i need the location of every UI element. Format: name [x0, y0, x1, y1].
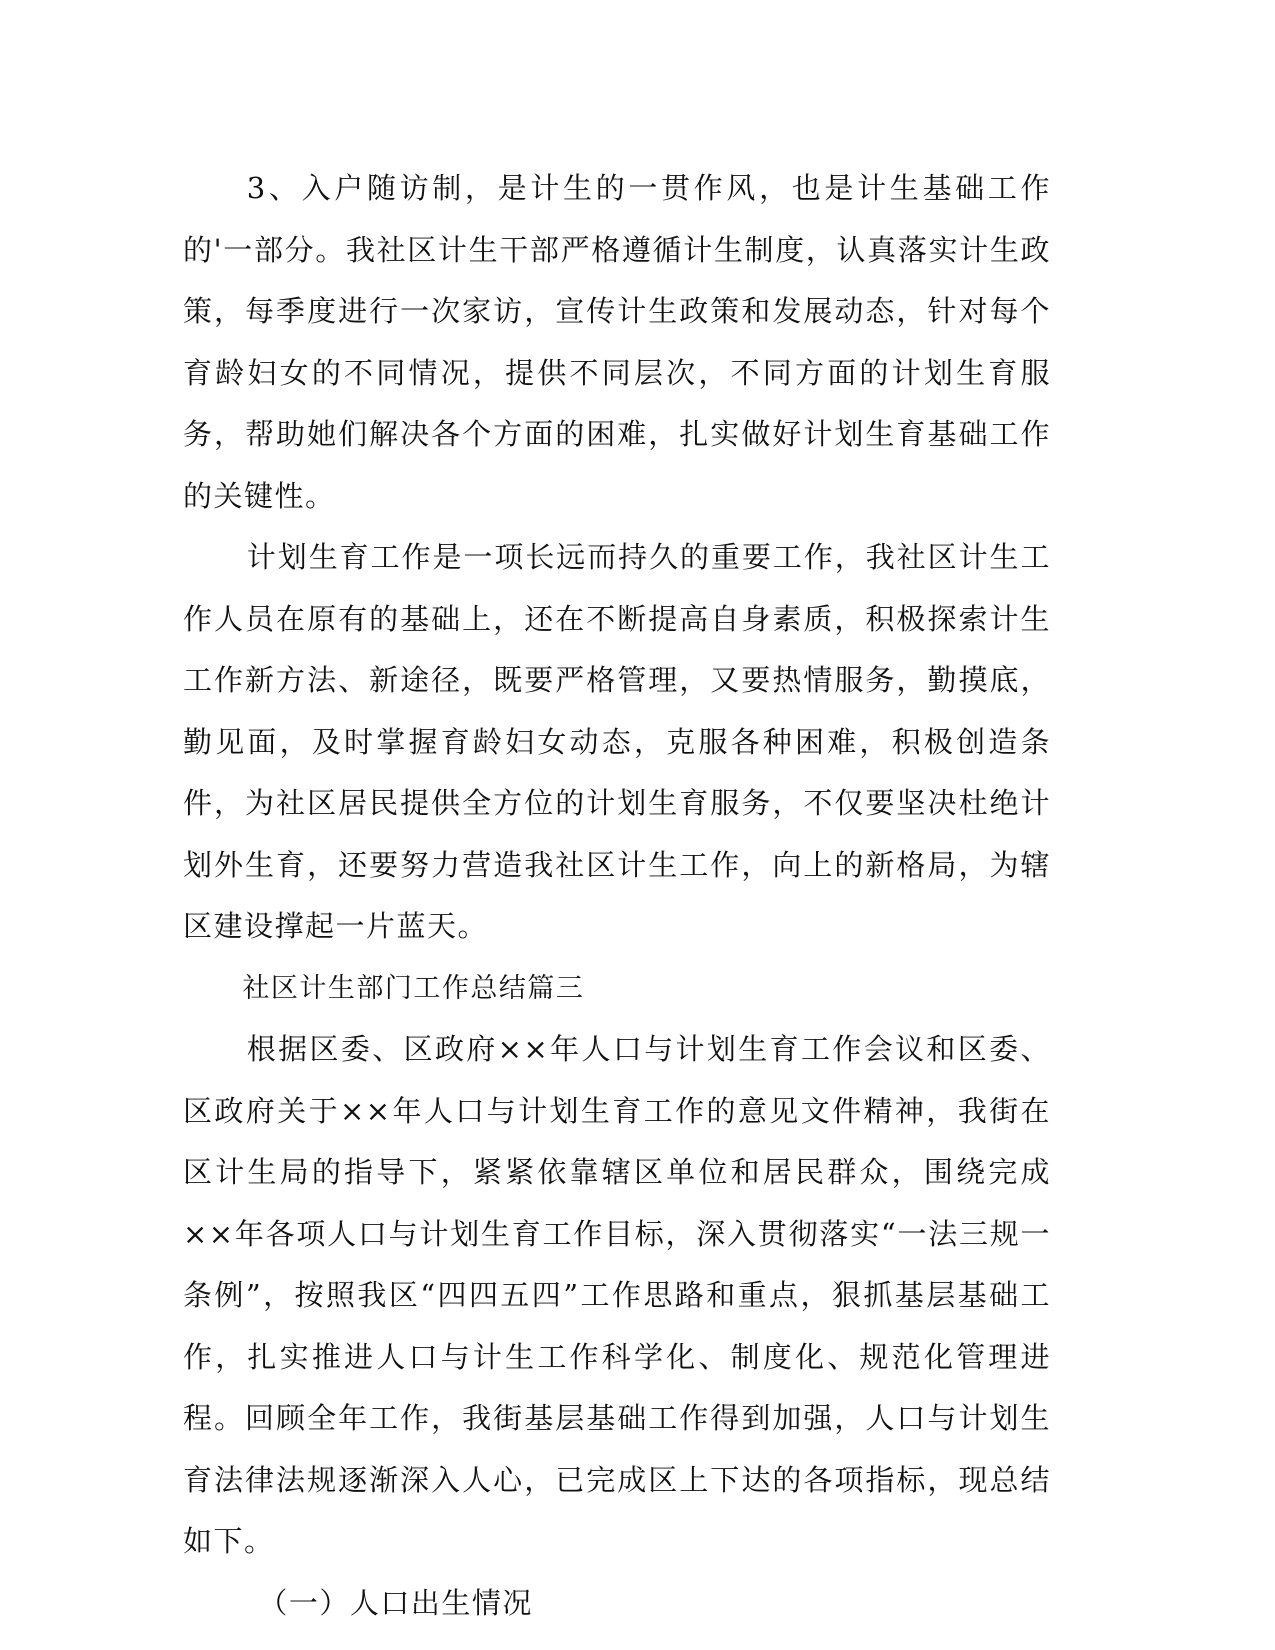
paragraph-home-visits: 3、入户随访制，是计生的一贯作风，也是计生基础工作的'一部分。我社区计生干部严格遵循计生制度，认真落实计生政策，每季度进行一次家访，宣传计生政策和发展动态，针对每个育龄妇女的不同情况，提供不同层次，不同方面的计划生育服务，帮助她们解决各个方面的困难，扎实做好计划生育基础工作的关键性。 — [183, 171, 1051, 513]
subheading-population-births: （一）人口出生情况 — [258, 1585, 533, 1620]
section-heading: 社区计生部门工作总结篇三 — [242, 972, 585, 1004]
document-body — [183, 158, 1051, 1634]
paragraph-long-term-work: 计划生育工作是一项长远而持久的重要工作，我社区计生工作人员在原有的基础上，还在不断提高自身素质，积极探索计生工作新方法、新途径，既要严格管理，又要热情服务，勤摸底，勤见面，及时掌握育龄妇女动态，克服各种困难，积极创造条件，为社区居民提供全方位的计划生育服务，不仅要坚决杜绝计划外生育，还要努力营造我社区计生工作，向上的新格局，为辖区建设撑起一片蓝天。 — [183, 540, 1051, 943]
paragraph-annual-summary: 根据区委、区政府××年人口与计划生育工作会议和区委、区政府关于××年人口与计划生育工作的意见文件精神，我街在区计生局的指导下，紧紧依靠辖区单位和居民群众，围绕完成××年各项人口与计划生育工作目标，深入贯彻落实“一法三规一条例”，按照我区“四四五四”工作思路和重点，狠抓基层基础工作，扎实推进人口与计生工作科学化、制度化、规范化管理进程。回顾全年工作，我街基层基础工作得到加强，人口与计划生育法律法规逐渐深入人心，已完成区上下达的各项指标，现总结如下。 — [183, 1032, 1051, 1558]
